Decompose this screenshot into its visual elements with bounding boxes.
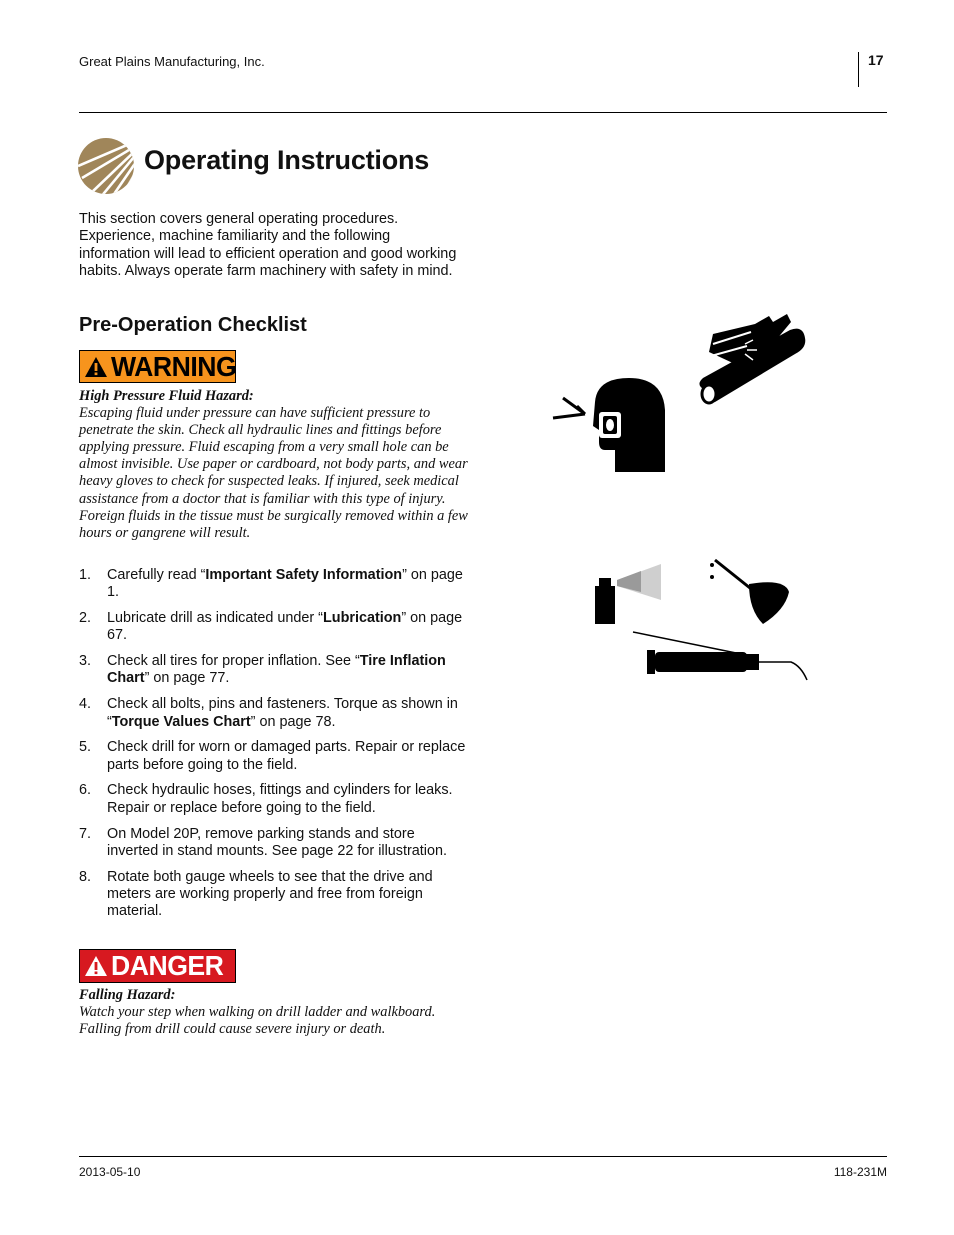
- danger-text: Watch your step when walking on drill ladder and walkboard. Falling from drill could cause severe injury or death.: [79, 1004, 436, 1038]
- warning-triangle-icon: [84, 356, 108, 378]
- footer-rule: [79, 1156, 887, 1157]
- checklist-heading: Pre-Operation Checklist: [79, 314, 307, 336]
- checklist-item-reference: Lubrication: [322, 610, 402, 627]
- checklist-item: [79, 567, 469, 602]
- header-company: Great Plains Manufacturing, Inc.: [79, 54, 265, 69]
- checklist-item: [79, 653, 469, 688]
- checklist-item-reference: Tire Inflation Chart: [107, 653, 446, 687]
- checklist-item-page-ref: ” on page 77.: [144, 670, 230, 687]
- checklist-item-text: Check all tires for proper inflation. See “: [107, 653, 360, 670]
- checklist-item-number: 3.: [79, 653, 92, 670]
- checklist-item-text: Carefully read “: [107, 567, 206, 583]
- danger-title: Falling Hazard:: [79, 987, 176, 1003]
- page-number: 17: [868, 52, 884, 68]
- page-title: Operating Instructions: [144, 145, 430, 175]
- checklist-item-number: 5.: [79, 739, 92, 756]
- checklist-item: [79, 739, 469, 774]
- checklist-item-number: 6.: [79, 782, 92, 799]
- checklist-item-page-ref: ” on page 78.: [250, 713, 336, 730]
- checklist-item-number: 4.: [79, 696, 92, 713]
- checklist-item: [79, 869, 469, 921]
- checklist-item-text: Rotate both gauge wheels to see that the drive and meters are working properly and free from foreign material.: [107, 868, 433, 920]
- checklist-item-number: 1.: [79, 567, 92, 583]
- brand-logo-icon: [78, 138, 134, 194]
- danger-message: [79, 987, 469, 1038]
- warning-message: [79, 388, 469, 542]
- checklist-item: [79, 610, 469, 645]
- warning-badge: [79, 350, 236, 383]
- checklist-item-number: 7.: [79, 825, 92, 842]
- lubrication-illustration: [595, 560, 807, 680]
- warning-title: High Pressure Fluid Hazard:: [79, 388, 254, 404]
- checklist-item-reference: Torque Values Chart: [111, 713, 251, 730]
- checklist-item: [79, 782, 469, 817]
- checklist-item-text: Check drill for worn or damaged parts. Repair or replace parts before going to the field.: [107, 739, 466, 773]
- danger-badge: [79, 949, 236, 983]
- checklist-item-text: Check all bolts, pins and fasteners. Torque as shown in “: [107, 696, 458, 730]
- safety-illustrations: [545, 310, 825, 690]
- intro-paragraph: This section covers general operating procedures. Experience, machine familiarity and the following information will lead to efficient operation and good working habits. Always operate farm machinery with safety in mind.: [79, 211, 457, 279]
- footer-doc-number: 118-231M: [833, 1165, 887, 1179]
- checklist-item-page-ref: ” on page 1.: [107, 567, 463, 601]
- danger-triangle-icon: [84, 955, 108, 977]
- warning-text: Escaping fluid under pressure can have sufficient pressure to penetrate the skin. Check all hydraulic lines and fittings before applying pressure. Fluid escaping from a very small hole can be almost invisible. Use paper or cardboard, not body parts, and wear heavy gloves to check for suspected leaks. If injured, seek medical assistance from a doctor that is familiar with this type of injury. Foreign fluids in the tissue must be surgically removed within a few hours or gangrene will result.: [79, 405, 468, 541]
- checklist-item-number: 8.: [79, 868, 92, 885]
- header-rule: [79, 112, 887, 113]
- checklist-item-text: Lubricate drill as indicated under “: [107, 610, 323, 627]
- checklist-item-text: On Model 20P, remove parking stands and store inverted in stand mounts. See page 22 for illustration.: [107, 825, 447, 859]
- checklist-item: [79, 826, 469, 861]
- checklist-item-reference: Important Safety Information: [205, 567, 403, 583]
- danger-label: DANGER: [111, 950, 224, 981]
- hydraulic-hazard-illustration: [553, 314, 805, 472]
- header-divider: [858, 52, 859, 87]
- footer-date: 2013-05-10: [79, 1165, 141, 1179]
- checklist-item: [79, 696, 469, 731]
- checklist-item-number: 2.: [79, 610, 92, 627]
- checklist-item-text: Check hydraulic hoses, fittings and cylinders for leaks. Repair or replace before going to the field.: [107, 782, 453, 816]
- checklist-item-page-ref: ” on page 67.: [107, 610, 463, 644]
- checklist: [79, 567, 469, 929]
- warning-label: WARNING: [111, 350, 237, 382]
